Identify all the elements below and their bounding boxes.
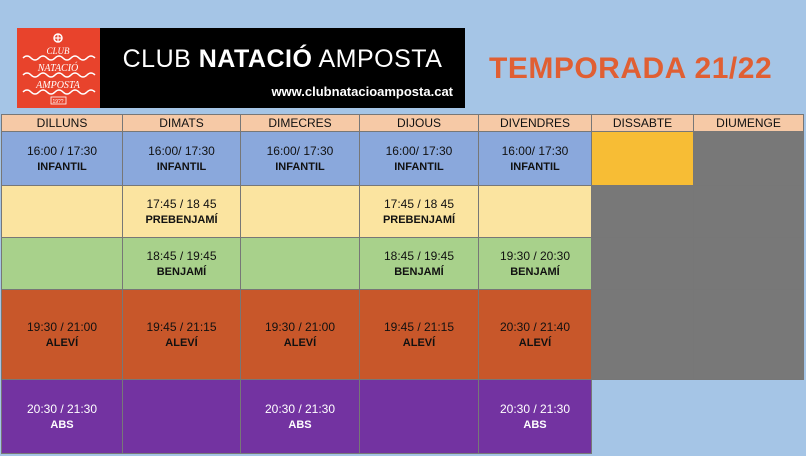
slot-wed-infantil <box>241 132 360 186</box>
slot-time: 19:45 / 21:15 <box>146 319 217 334</box>
slot-mon-prebenjami <box>2 186 123 238</box>
slot-time: 19:30 / 20:30 <box>499 248 571 263</box>
slot-category: ALEVÍ <box>402 336 436 349</box>
day-header-wed: DIMECRES <box>241 115 360 132</box>
slot-sat-empty <box>592 238 694 290</box>
slot-category: INFANTIL <box>37 160 87 173</box>
club-url-link[interactable]: www.clubnatacioamposta.cat <box>271 84 453 99</box>
slot-sun-blank <box>694 380 804 454</box>
slot-thu-infantil <box>360 132 479 186</box>
slot-wed-benjami <box>241 238 360 290</box>
slot-mon-abs <box>2 380 123 454</box>
slot-sat-empty <box>592 290 694 380</box>
slot-time: 18:45 / 19:45 <box>383 248 455 263</box>
slot-category: INFANTIL <box>156 160 207 173</box>
slot-time: 20:30 / 21:30 <box>26 401 98 416</box>
slot-time: 16:00/ 17:30 <box>385 143 453 158</box>
slot-category: ALEVÍ <box>45 336 79 349</box>
slot-tue-alevi <box>123 290 241 380</box>
row-prebenjami <box>2 186 804 238</box>
slot-sat-empty <box>592 186 694 238</box>
row-benjami <box>2 238 804 290</box>
day-header-tue: DIMATS <box>123 115 241 132</box>
slot-sun-empty <box>694 132 804 186</box>
season-title: TEMPORADA 21/22 <box>489 52 773 85</box>
slot-category: INFANTIL <box>275 160 325 173</box>
slot-category: BENJAMÍ <box>156 265 207 278</box>
club-logo <box>17 28 100 108</box>
slot-wed-prebenjami <box>241 186 360 238</box>
slot-category: ALEVÍ <box>518 336 552 349</box>
slot-sun-empty <box>694 238 804 290</box>
club-name <box>100 45 465 74</box>
day-header-sat: DISSABTE <box>592 115 694 132</box>
slot-sat-blank <box>592 380 694 454</box>
slot-category: ALEVÍ <box>283 336 317 349</box>
slot-time: 20:30 / 21:30 <box>499 401 571 416</box>
slot-time: 16:00/ 17:30 <box>266 143 334 158</box>
slot-time: 18:45 / 19:45 <box>146 248 217 263</box>
slot-category: ABS <box>50 418 74 431</box>
slot-time: 20:30 / 21:30 <box>264 401 336 416</box>
slot-mon-alevi <box>2 290 123 380</box>
slot-fri-infantil <box>479 132 592 186</box>
club-name-prefix: CLUB <box>122 45 192 73</box>
day-header-mon: DILLUNS <box>2 115 123 132</box>
day-header-thu: DIJOUS <box>360 115 479 132</box>
slot-time: 16:00/ 17:30 <box>501 143 569 158</box>
slot-fri-alevi <box>479 290 592 380</box>
logo-year: 19?? <box>52 99 64 105</box>
slot-tue-benjami <box>123 238 241 290</box>
slot-time: 20:30 / 21:40 <box>499 319 571 334</box>
slot-thu-benjami <box>360 238 479 290</box>
slot-fri-benjami <box>479 238 592 290</box>
row-infantil <box>2 132 804 186</box>
day-header-row <box>2 115 804 132</box>
slot-thu-prebenjami <box>360 186 479 238</box>
row-alevi <box>2 290 804 380</box>
logo-line1: CLUB <box>46 46 70 56</box>
slot-time: 17:45 / 18 45 <box>146 196 217 211</box>
slot-wed-abs <box>241 380 360 454</box>
slot-fri-prebenjami <box>479 186 592 238</box>
slot-time: 19:30 / 21:00 <box>26 319 98 334</box>
slot-category: PREBENJAMÍ <box>145 213 218 226</box>
row-abs <box>2 380 804 454</box>
slot-mon-infantil <box>2 132 123 186</box>
slot-time: 19:30 / 21:00 <box>264 319 336 334</box>
slot-category: ABS <box>523 418 547 431</box>
club-swim-logo-icon <box>17 28 100 108</box>
slot-category: ALEVÍ <box>165 336 198 349</box>
slot-mon-benjami <box>2 238 123 290</box>
slot-time: 17:45 / 18 45 <box>383 196 455 211</box>
logo-line3: AMPOSTA <box>36 80 80 91</box>
slot-thu-alevi <box>360 290 479 380</box>
club-name-bold: NATACIÓ <box>198 45 313 73</box>
slot-time: 16:00 / 17:30 <box>26 143 98 158</box>
slot-sun-empty <box>694 290 804 380</box>
slot-tue-abs <box>123 380 241 454</box>
slot-thu-abs <box>360 380 479 454</box>
slot-category: ABS <box>288 418 312 431</box>
schedule-table <box>1 114 804 454</box>
club-banner <box>100 28 465 108</box>
slot-wed-alevi <box>241 290 360 380</box>
logo-line2: NATACIÓ <box>37 63 79 74</box>
slot-tue-infantil <box>123 132 241 186</box>
day-header-fri: DIVENDRES <box>479 115 592 132</box>
slot-time: 19:45 / 21:15 <box>383 319 455 334</box>
slot-sat-highlight <box>592 132 694 186</box>
slot-sun-empty <box>694 186 804 238</box>
slot-category: INFANTIL <box>510 160 560 173</box>
slot-category: BENJAMÍ <box>394 265 444 278</box>
slot-category: BENJAMÍ <box>510 265 560 278</box>
slot-time: 16:00/ 17:30 <box>148 143 215 158</box>
slot-category: INFANTIL <box>394 160 444 173</box>
slot-tue-prebenjami <box>123 186 241 238</box>
slot-category: PREBENJAMÍ <box>382 213 456 226</box>
slot-fri-abs <box>479 380 592 454</box>
club-name-suffix: AMPOSTA <box>318 45 443 73</box>
day-header-sun: DIUMENGE <box>694 115 804 132</box>
